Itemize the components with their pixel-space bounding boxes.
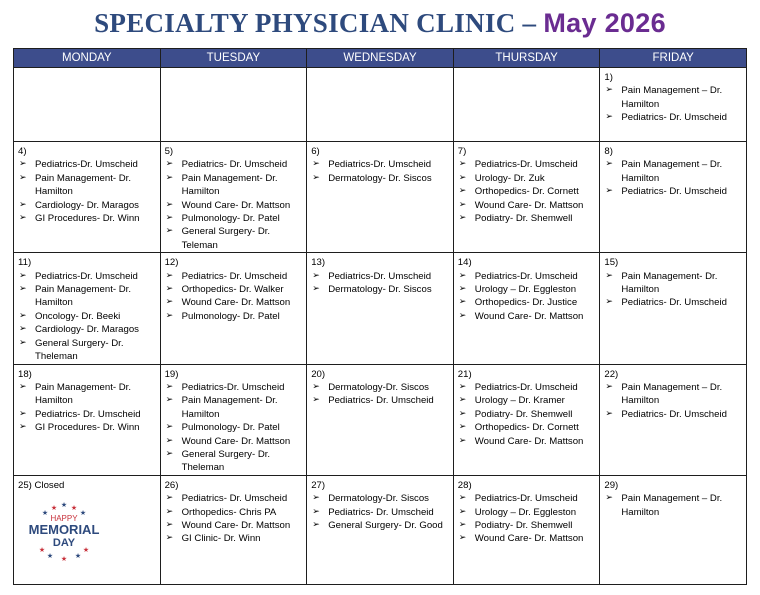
appointment-item: ➢ Pain Management- Dr. Hamilton <box>604 270 743 297</box>
appointment-item: ➢ Pain Management – Dr. Hamilton <box>604 158 743 185</box>
appointment-list <box>311 158 450 185</box>
appointment-list <box>604 158 743 198</box>
star-icon: ★ <box>82 545 90 554</box>
appointment-item: ➢ Orthopedics- Dr. Walker <box>165 283 304 296</box>
day-number: 13) <box>311 257 326 269</box>
appointment-list <box>18 381 157 435</box>
appointment-item: ➢ Pediatrics-Dr. Umscheid <box>458 158 597 171</box>
appointment-item: ➢ Pediatrics- Dr. Umscheid <box>604 111 743 124</box>
day-cell <box>14 475 161 584</box>
appointment-item: ➢ Pediatrics- Dr. Umscheid <box>604 185 743 198</box>
day-number: 18) <box>18 368 32 380</box>
appointment-item: ➢ Wound Care- Dr. Mattson <box>165 296 304 309</box>
day-cell <box>600 475 747 584</box>
day-number: 15) <box>604 257 619 269</box>
day-cell <box>14 253 161 364</box>
appointment-item: ➢ Wound Care- Dr. Mattson <box>458 310 597 323</box>
appointment-item: ➢ General Surgery- Dr. Teleman <box>165 225 304 252</box>
appointment-item: ➢ Pediatrics- Dr. Umscheid <box>18 408 157 421</box>
star-icon: ★ <box>46 551 54 560</box>
appointment-item: ➢ Pediatrics-Dr. Umscheid <box>458 381 597 394</box>
appointment-item: ➢ Cardiology- Dr. Maragos <box>18 323 157 336</box>
appointment-list <box>18 270 157 364</box>
day-cell <box>14 142 161 253</box>
appointment-item: ➢ Wound Care- Dr. Mattson <box>458 532 597 545</box>
week-row <box>14 68 747 142</box>
memorial-day-logo <box>24 500 104 562</box>
day-number: 6) <box>311 146 320 157</box>
day-cell <box>307 364 454 475</box>
appointment-item: ➢ Dermatology- Dr. Siscos <box>311 172 450 185</box>
day-number: 1) <box>604 72 613 83</box>
weekday-monday: MONDAY <box>14 49 161 68</box>
appointment-item: ➢ Dermatology- Dr. Siscos <box>311 283 450 296</box>
appointment-item: ➢ Podiatry- Dr. Shemwell <box>458 212 597 225</box>
day-cell <box>160 475 307 584</box>
day-cell <box>160 68 307 142</box>
appointment-item: ➢ Podiatry- Dr. Shemwell <box>458 408 597 421</box>
star-icon: ★ <box>60 500 68 509</box>
appointment-item: ➢ Pain Management- Dr. Hamilton <box>165 172 304 199</box>
day-cell <box>160 364 307 475</box>
appointment-item: ➢ Wound Care- Dr. Mattson <box>458 199 597 212</box>
appointment-item: ➢ Wound Care- Dr. Mattson <box>165 519 304 532</box>
day-cell <box>307 68 454 142</box>
appointment-item: ➢ Pediatrics-Dr. Umscheid <box>18 158 157 171</box>
appointment-list <box>604 492 743 519</box>
appointment-item: ➢ General Surgery- Dr. Theleman <box>165 448 304 475</box>
day-cell <box>453 364 600 475</box>
star-icon: ★ <box>41 508 49 517</box>
appointment-item: ➢ Urology- Dr. Zuk <box>458 172 597 185</box>
day-number: 5) <box>164 146 174 157</box>
day-number: 7) <box>457 146 467 157</box>
star-icon: ★ <box>74 551 82 560</box>
appointment-item: ➢ Pediatrics- Dr. Umscheid <box>311 394 450 407</box>
appointment-item: ➢ Pulmonology- Dr. Patel <box>165 310 304 323</box>
day-cell <box>600 364 747 475</box>
appointment-item: ➢ Pain Management- Dr. Hamilton <box>165 394 304 421</box>
appointment-item: ➢ Pediatrics- Dr. Umscheid <box>604 408 743 421</box>
day-number: 22) <box>604 368 619 380</box>
appointment-list <box>311 381 450 408</box>
star-icon: ★ <box>70 503 78 512</box>
weekday-wednesday: WEDNESDAY <box>307 49 454 68</box>
appointment-list <box>458 381 597 448</box>
month-year: May 2026 <box>543 8 666 38</box>
day-number: 20) <box>311 368 326 380</box>
day-cell <box>14 364 161 475</box>
appointment-item: ➢ Urology – Dr. Kramer <box>458 394 597 407</box>
calendar-table <box>13 48 747 585</box>
appointment-item: ➢ Pediatrics-Dr. Umscheid <box>311 270 450 283</box>
appointment-item: ➢ Pediatrics- Dr. Umscheid <box>604 296 743 309</box>
day-cell <box>600 68 747 142</box>
day-cell <box>160 253 307 364</box>
weekday-thursday: THURSDAY <box>453 49 600 68</box>
memorial-logo-text: HAPPY <box>50 513 78 523</box>
week-row <box>14 364 747 475</box>
appointment-item: ➢ Pain Management – Dr. Hamilton <box>604 492 743 519</box>
weekday-friday: FRIDAY <box>600 49 747 68</box>
week-row <box>14 253 747 364</box>
appointment-list <box>165 270 304 324</box>
appointment-item: ➢ Pain Management – Dr. Hamilton <box>604 84 743 111</box>
day-number: 26) <box>164 479 179 491</box>
weekday-tuesday: TUESDAY <box>160 49 307 68</box>
day-cell <box>307 253 454 364</box>
day-cell <box>453 253 600 364</box>
appointment-item: ➢ Pediatrics-Dr. Umscheid <box>311 158 450 171</box>
day-cell <box>160 142 307 253</box>
day-number: 27) <box>311 479 326 491</box>
appointment-item: ➢ GI Procedures- Dr. Winn <box>18 421 157 434</box>
day-cell <box>307 475 454 584</box>
appointment-list <box>18 158 157 225</box>
day-number: 25) Closed <box>18 479 65 491</box>
appointment-list <box>604 270 743 310</box>
appointment-item: ➢ Urology – Dr. Eggleston <box>458 506 597 519</box>
day-number: 28) <box>457 479 472 491</box>
appointment-item: ➢ Pain Management- Dr. Hamilton <box>18 283 157 310</box>
star-icon: ★ <box>50 503 58 512</box>
day-number: 4) <box>18 146 27 157</box>
appointment-item: ➢ Dermatology-Dr. Siscos <box>311 492 450 505</box>
appointment-item: ➢ Wound Care- Dr. Mattson <box>165 199 304 212</box>
weekday-header-row <box>14 49 747 68</box>
appointment-list <box>604 84 743 124</box>
appointment-list <box>165 492 304 546</box>
day-number: 14) <box>457 257 472 269</box>
appointment-item: ➢ Urology – Dr. Eggleston <box>458 283 597 296</box>
appointment-item: ➢ Pain Management – Dr. Hamilton <box>604 381 743 408</box>
appointment-item: ➢ Pediatrics- Dr. Umscheid <box>165 270 304 283</box>
appointment-item: ➢ General Surgery- Dr. Good <box>311 519 450 532</box>
appointment-item: ➢ Oncology- Dr. Beeki <box>18 310 157 323</box>
star-icon: ★ <box>38 545 46 554</box>
appointment-item: ➢ Pediatrics-Dr. Umscheid <box>18 270 157 283</box>
appointment-item: ➢ Pain Management- Dr. Hamilton <box>18 172 157 199</box>
day-cell <box>600 253 747 364</box>
appointment-item: ➢ Orthopedics- Dr. Cornett <box>458 185 597 198</box>
appointment-item: ➢ Pediatrics-Dr. Umscheid <box>458 492 597 505</box>
appointment-item: ➢ Pain Management- Dr. Hamilton <box>18 381 157 408</box>
appointment-list <box>165 158 304 252</box>
appointment-item: ➢ GI Procedures- Dr. Winn <box>18 212 157 225</box>
page-title <box>0 8 760 39</box>
star-icon: ★ <box>60 554 68 562</box>
appointment-item: ➢ Pediatrics- Dr. Umscheid <box>311 506 450 519</box>
day-number: 29) <box>604 479 619 491</box>
appointment-list <box>165 381 304 475</box>
appointment-item: ➢ Pediatrics-Dr. Umscheid <box>165 381 304 394</box>
appointment-item: ➢ Wound Care- Dr. Mattson <box>165 435 304 448</box>
appointment-item: ➢ Orthopedics- Chris PA <box>165 506 304 519</box>
appointment-item: ➢ Pediatrics- Dr. Umscheid <box>165 492 304 505</box>
appointment-item: ➢ General Surgery- Dr. Theleman <box>18 337 157 364</box>
day-number: 8) <box>604 146 613 157</box>
week-row <box>14 142 747 253</box>
week-row <box>14 475 747 584</box>
appointment-list <box>311 492 450 532</box>
day-cell <box>14 68 161 142</box>
appointment-item: ➢ Pulmonology- Dr. Patel <box>165 421 304 434</box>
day-number: 11) <box>18 257 32 269</box>
appointment-list <box>311 270 450 297</box>
day-cell <box>600 142 747 253</box>
appointment-item: ➢ Orthopedics- Dr. Justice <box>458 296 597 309</box>
day-number: 12) <box>164 257 179 269</box>
appointment-item: ➢ Cardiology- Dr. Maragos <box>18 199 157 212</box>
memorial-logo-text: DAY <box>52 536 76 549</box>
appointment-list <box>458 158 597 225</box>
appointment-item: ➢ Podiatry- Dr. Shemwell <box>458 519 597 532</box>
day-cell <box>453 142 600 253</box>
star-icon: ★ <box>79 508 87 517</box>
day-cell <box>453 68 600 142</box>
appointment-item: ➢ Pediatrics- Dr. Umscheid <box>165 158 304 171</box>
appointment-item: ➢ Wound Care- Dr. Mattson <box>458 435 597 448</box>
appointment-list <box>604 381 743 421</box>
appointment-item: ➢ Dermatology-Dr. Siscos <box>311 381 450 394</box>
day-cell <box>307 142 454 253</box>
appointment-list <box>458 270 597 324</box>
day-number: 21) <box>457 368 472 380</box>
appointment-item: ➢ Pediatrics-Dr. Umscheid <box>458 270 597 283</box>
appointment-item: ➢ Orthopedics- Dr. Cornett <box>458 421 597 434</box>
day-number: 19) <box>164 368 179 380</box>
day-cell <box>453 475 600 584</box>
appointment-item: ➢ GI Clinic- Dr. Winn <box>165 532 304 545</box>
appointment-item: ➢ Pulmonology- Dr. Patel <box>165 212 304 225</box>
memorial-logo-text: MEMORIAL <box>28 521 100 537</box>
clinic-name: SPECIALTY PHYSICIAN CLINIC – <box>94 8 544 38</box>
memorial-day-svg <box>24 500 104 562</box>
appointment-list <box>458 492 597 546</box>
